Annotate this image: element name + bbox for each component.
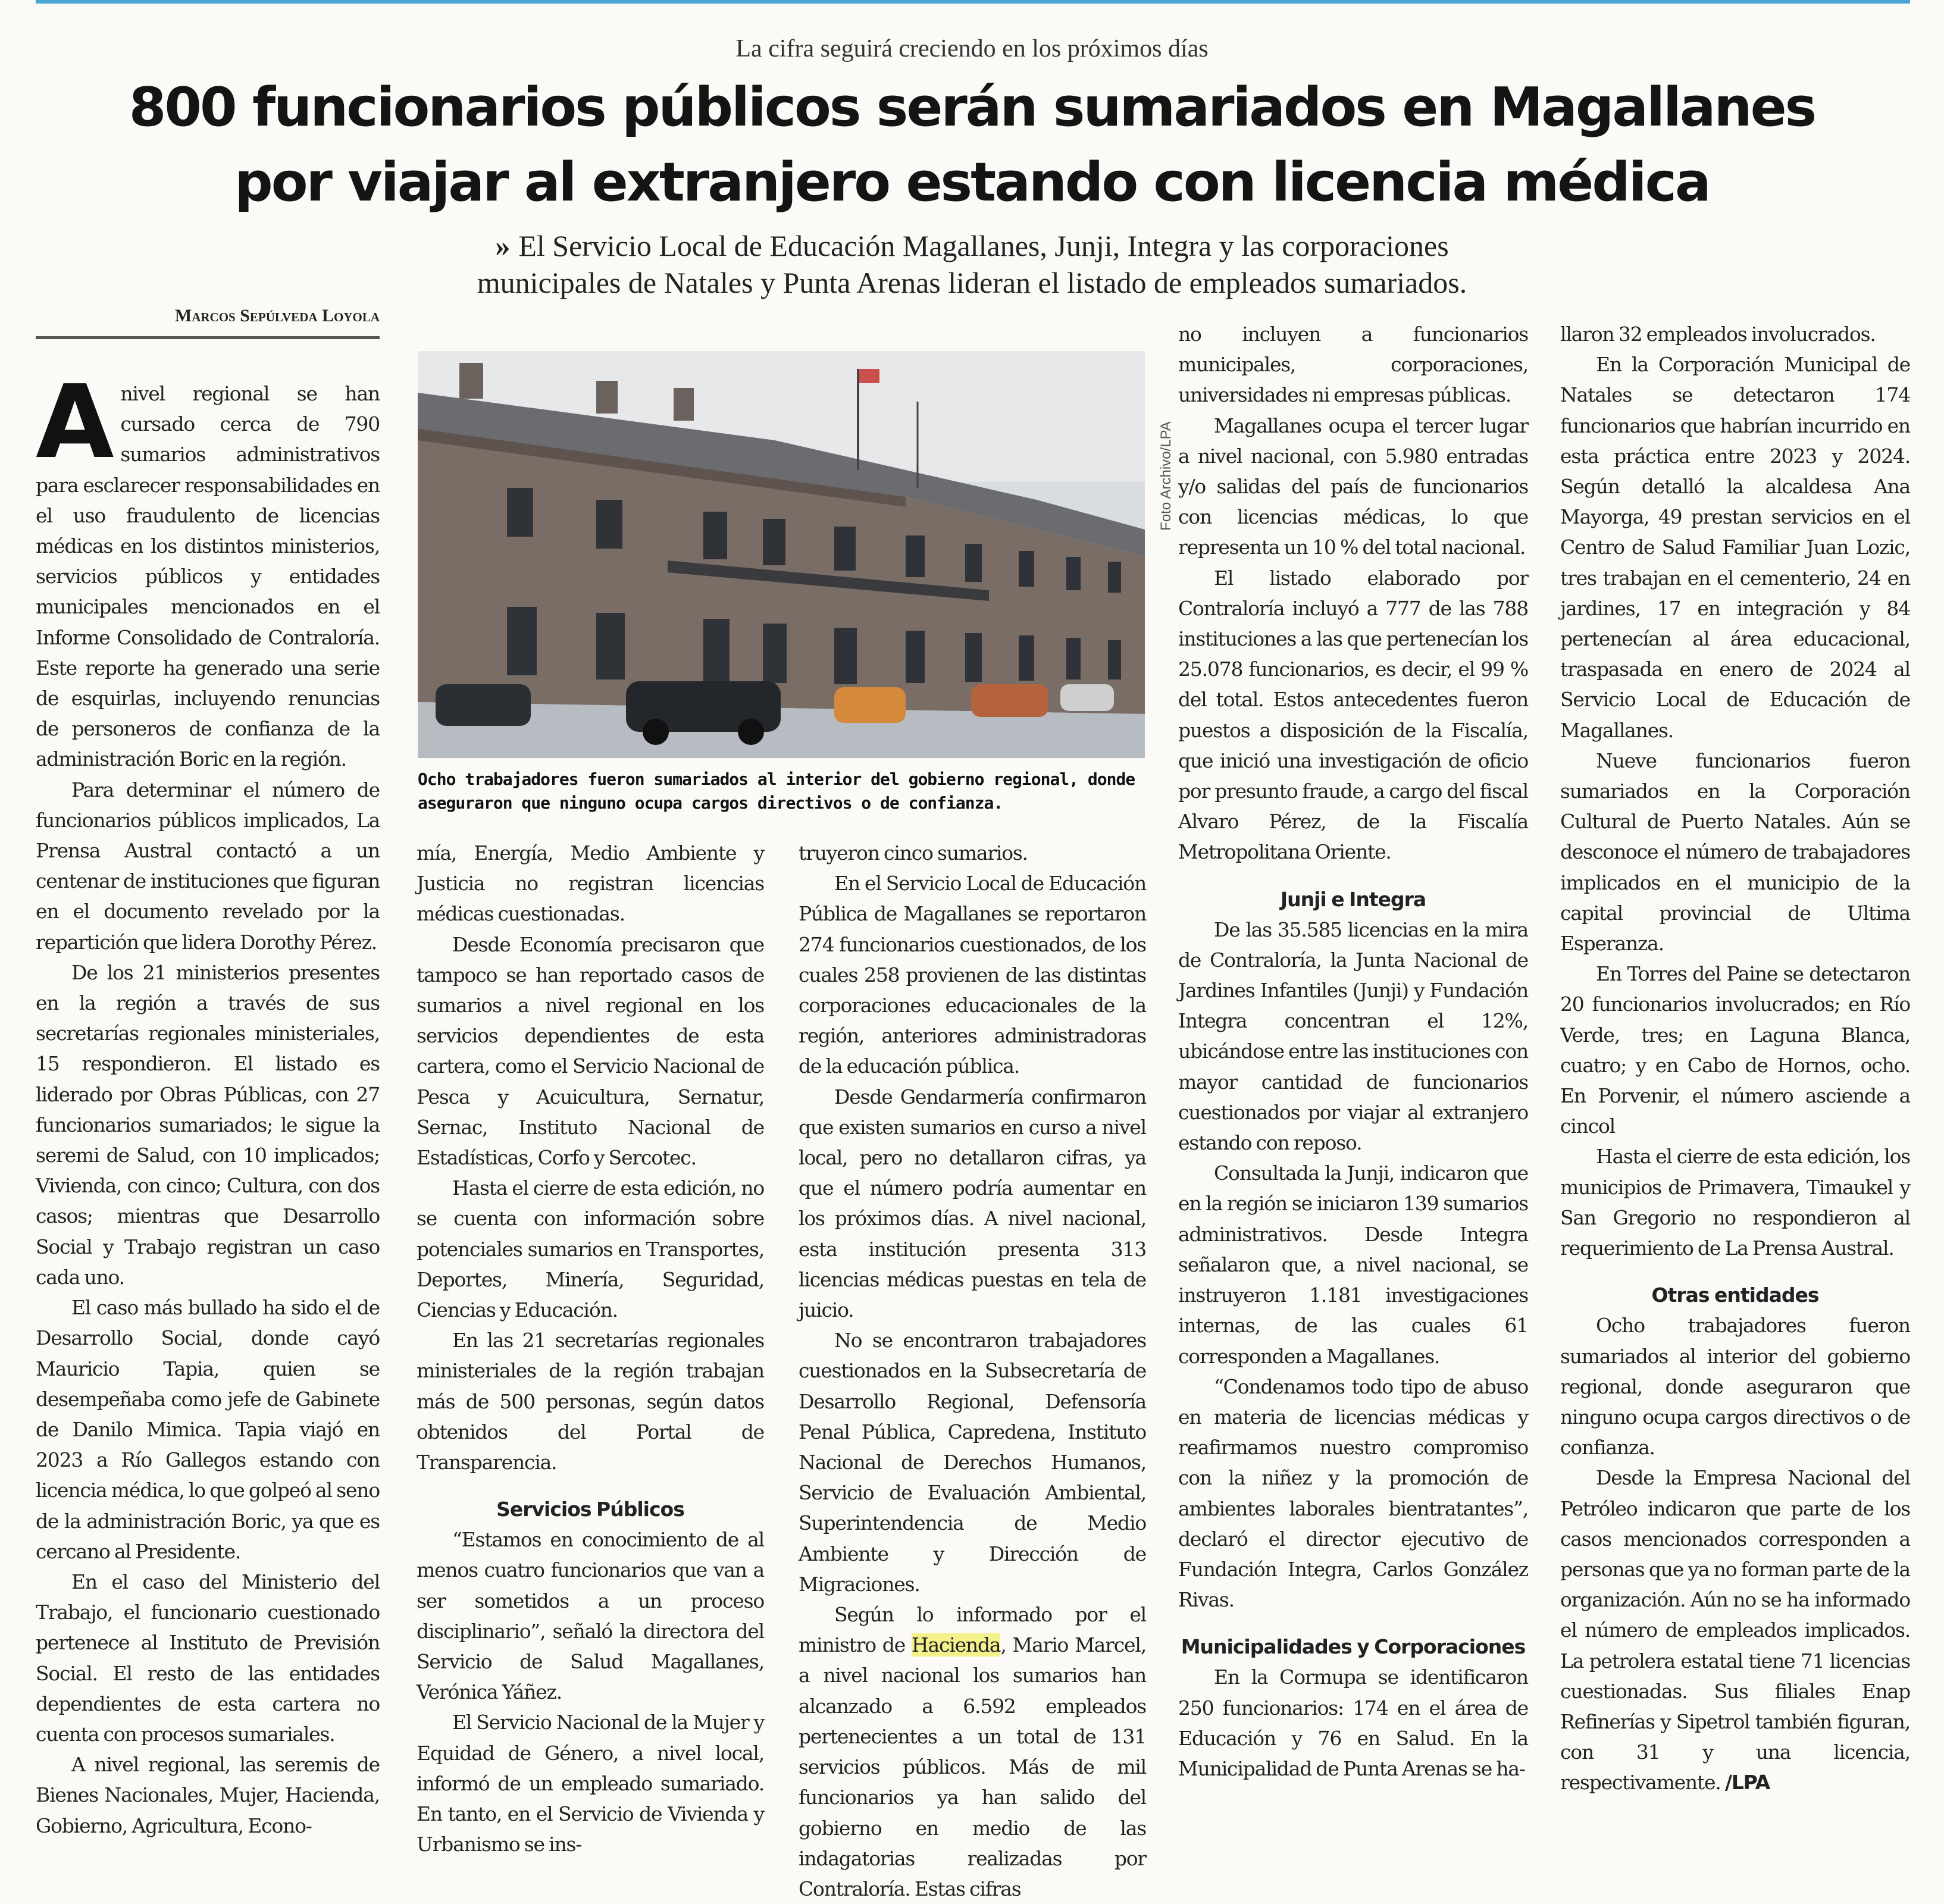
paragraph: En el caso del Ministerio del Trabajo, el funcionario cuestionado pertenece al Instituto de Previsión Social. El resto de las entidades dependientes de esta cartera no cuenta con procesos sumariales. (36, 1570, 380, 1746)
headline-line-1: 800 funcionarios públicos serán sumariados en Magallanes (129, 76, 1815, 139)
deck-line-2: municipales de Natales y Punta Arenas lideran el listado de empleados sumariados. (477, 266, 1467, 299)
column-1 (36, 364, 380, 1841)
kicker: La cifra seguirá creciendo en los próximos días (735, 35, 1209, 62)
paragraph: Consultada la Junji, indicaron que en la región se iniciaron 139 sumarios administrativos. Desde Integra señalaron que, a nivel nacional, se instruyeron 1.181 investigaciones internas, de las cuales 61 corresponden a Magallanes. (1178, 1161, 1528, 1368)
paragraph: En el Servicio Local de Educación Pública de Magallanes se reportaron 274 funcionarios cuestionados, de los cuales 258 provienen de las distintas corporaciones educacionales de la región, anteriores administradoras de la educación pública. (799, 872, 1146, 1078)
paragraph: No se encontraron trabajadores cuestionados en la Subsecretaría de Desarrollo Regional, Defensoría Penal Pública, Capredena, Instituto Nacional de Derechos Humanos, Servicio de Evaluación Ambiental, Superintendencia de Medio Ambiente y Dirección de Migraciones. (799, 1329, 1146, 1596)
paragraph: mía, Energía, Medio Ambiente y Justicia no registran licencias médicas cuestionadas. (417, 841, 764, 926)
article-photo (418, 351, 1145, 758)
headline (60, 70, 1884, 220)
paragraph: “Estamos en conocimiento de al menos cuatro funcionarios que van a ser sometidos a un proceso disciplinario”, señaló la directora del Servicio de Salud Magallanes, Verónica Yáñez. (417, 1528, 764, 1704)
paragraph: De los 21 ministerios presentes en la región a través de sus secretarías regionales ministeriales, 15 respondieron. El listado es liderado por Obras Públicas, con 27 funcionarios sumariados; le sigue la seremi de Salud, con 10 implicados; Vivienda, con cinco; Cultura, con dos casos; mientras que Desarrollo Social y Trabajo registran un caso cada uno. (36, 960, 380, 1289)
section-heading: Municipalidades y Corporaciones (1181, 1635, 1526, 1659)
paragraph: En la Cormupa se identificaron 250 funcionarios: 174 en el área de Educación y 76 en Salud. En la Municipalidad de Punta Arenas se ha- (1178, 1665, 1528, 1780)
byline-rule (36, 336, 380, 339)
paragraph: Desde Economía precisaron que tampoco se han reportado casos de sumarios a nivel regional en los servicios dependientes de esta cartera, como el Servicio Nacional de Pesca y Acuicultura, Sernatur, Sernac, Instituto Nacional de Estadísticas, Corfo y Sercotec. (417, 932, 764, 1170)
government-building-image (418, 351, 1145, 758)
photo-caption: Ocho trabajadores fueron sumariados al interior del gobierno regional, donde aseguraron que ninguno ocupa cargos directivos o de confianza. (418, 769, 1135, 813)
section-heading: Servicios Públicos (496, 1498, 684, 1521)
paragraph: El Servicio Nacional de la Mujer y Equidad de Género, a nivel local, informó de un empleado sumariado. En tanto, en el Servicio de Vivienda y Urbanismo se ins- (417, 1711, 764, 1856)
paragraph: El listado elaborado por Contraloría incluyó a 777 de las 788 instituciones a las que pertenecían los 25.078 funcionarios, es decir, el 99 % del total. Estos antecedentes fueron puestos a disposición de la Fiscalía, que inició una investigación de oficio por presunto fraude, a cargo del fiscal Alvaro Pérez, de la Fiscalía Metropolitana Oriente. (1178, 566, 1528, 864)
paragraph: no incluyen a funcionarios municipales, corporaciones, universidades ni empresas públicas. (1178, 322, 1528, 407)
byline: Marcos Sepúlveda Loyola (174, 306, 380, 325)
column-2 (417, 838, 764, 1860)
paragraph: En Torres del Paine se detectaron 20 funcionarios involucrados; en Río Verde, tres; en Laguna Blanca, cuatro; y en Cabo de Hornos, ocho. En Porvenir, el número asciende a cincol (1560, 962, 1910, 1138)
paragraph: Ocho trabajadores fueron sumariados al interior del gobierno regional, donde aseguraron que ninguno ocupa cargos directivos o de confianza. (1560, 1314, 1910, 1460)
paragraph: Magallanes ocupa el tercer lugar a nivel nacional, con 5.980 entradas y/o salidas del país de funcionarios con licencias médicas, lo que representa un 10 % del total nacional. (1178, 414, 1528, 559)
paragraph: De las 35.585 licencias en la mira de Contraloría, la Junta Nacional de Jardines Infantiles (Junji) y Fundación Integra concentran el 12%, ubicándose entre las instituciones con mayor cantidad de funcionarios cuestionados por viajar al extranjero estando con reposo. (1178, 917, 1528, 1155)
paragraph: Según lo informado por el ministro de Hacienda, Mario Marcel, a nivel nacional los sumarios han alcanzado a 6.592 empleados pertenecientes a un total de 131 servicios públicos. Más de mil funcionarios ya han salido del gobierno en medio de las indagatorias realizadas por Contraloría. Estas cifras (799, 1603, 1146, 1900)
deck-arrow-icon: » (495, 229, 511, 262)
photo-credit: Foto Archivo/LPA (1158, 421, 1174, 531)
deck-line-1: El Servicio Local de Educación Magallanes, Junji, Integra y las corporaciones (518, 229, 1449, 262)
headline-line-2: por viajar al extranjero estando con licencia médica (234, 151, 1710, 214)
paragraph: Hasta el cierre de esta edición, los municipios de Primavera, Timaukel y San Gregorio no respondieron al requerimiento de La Prensa Austral. (1560, 1145, 1910, 1260)
paragraph: Desde Gendarmería confirmaron que existen sumarios en curso a nivel local, pero no detallaron cifras, ya que el número podría aumentar en los próximos días. A nivel nacional, esta institución presenta 313 licencias médicas puestas en tela de juicio. (799, 1085, 1146, 1322)
paragraph: En las 21 secretarías regionales ministeriales de la región trabajan más de 500 personas, según datos obtenidos del Portal de Transparencia. (417, 1329, 764, 1474)
section-heading: Otras entidades (1651, 1283, 1819, 1307)
paragraph: Hasta el cierre de esta edición, no se cuenta con información sobre potenciales sumarios en Transportes, Deportes, Minería, Seguridad, Ciencias y Educación. (417, 1176, 764, 1322)
paragraph: Nueve funcionarios fueron sumariados en la Corporación Cultural de Puerto Natales. Aún se desconoce el número de trabajadores implicados en el municipio de la capital provincial de Ultima Esperanza. (1560, 749, 1910, 956)
highlighted-word: Hacienda (911, 1633, 1001, 1657)
top-accent-bar (36, 0, 1910, 4)
paragraph: El caso más bullado ha sido el de Desarrollo Social, donde cayó Mauricio Tapia, quien se desempeñaba como jefe de Gabinete de Danilo Mimica. Tapia viajó en 2023 a Río Gallegos estando con licencia médica, lo que golpeó al seno de la administración Boric, ya que es cercano al Presidente. (36, 1296, 380, 1563)
paragraph: llaron 32 empleados involucrados. (1560, 322, 1876, 346)
paragraph: truyeron cinco sumarios. (799, 841, 1028, 865)
column-3 (799, 838, 1146, 1904)
paragraph: Anivel regional se han cursado cerca de 790 sumarios administrativos para esclarecer responsabilidades en el uso fraudulento de licencias médicas en los distintos ministerios, servicios públicos y entidades municipales mencionados en el Informe Consolidado de Contraloría. Este reporte ha generado una serie de esquirlas, incluyendo renuncias de personeros de confianza de la administración Boric en la región. (36, 364, 380, 771)
drop-cap: A (36, 364, 114, 481)
paragraph: “Condenamos todo tipo de abuso en materia de licencias médicas y reafirmamos nuestro compromiso con la niñez y la promoción de ambientes laborales bientratantes”, declaró el director ejecutivo de Fundación Integra, Carlos González Rivas. (1178, 1374, 1528, 1612)
deck (357, 227, 1587, 301)
paragraph: En la Corporación Municipal de Natales se detectaron 174 funcionarios que habrían incurrido en esta práctica entre 2023 y 2024. Según detalló la alcaldesa Ana Mayorga, 49 prestan servicios en el Centro de Salud Familiar Juan Lozic, tres trabajan en el cementerio, 24 en jardines, 17 en integración y 84 pertenecían al área educacional, traspasada en enero de 2024 al Servicio Local de Educación de Magallanes. (1560, 353, 1910, 742)
paragraph: Para determinar el número de funcionarios públicos implicados, La Prensa Austral contactó a un centenar de instituciones que figuran en el documento revelado por la repartición que lidera Dorothy Pérez. (36, 778, 380, 954)
section-heading: Junji e Integra (1280, 887, 1426, 911)
signoff: /LPA (1724, 1771, 1770, 1795)
column-5 (1560, 319, 1910, 1798)
paragraph: A nivel regional, las seremis de Bienes Nacionales, Mujer, Hacienda, Gobierno, Agricultura, Econo- (36, 1753, 380, 1837)
column-4 (1178, 319, 1528, 1784)
paragraph: Desde la Empresa Nacional del Petróleo indicaron que parte de los casos mencionados corresponden a personas que ya no forman parte de la organización. Aún no se ha informado el número de empleados implicados. La petrolera estatal tiene 71 licencias cuestionadas. Sus filiales Enap Refinerías y Sipetrol también figuran, con 31 y una licencia, respectivamente. /LPA (1560, 1466, 1910, 1795)
